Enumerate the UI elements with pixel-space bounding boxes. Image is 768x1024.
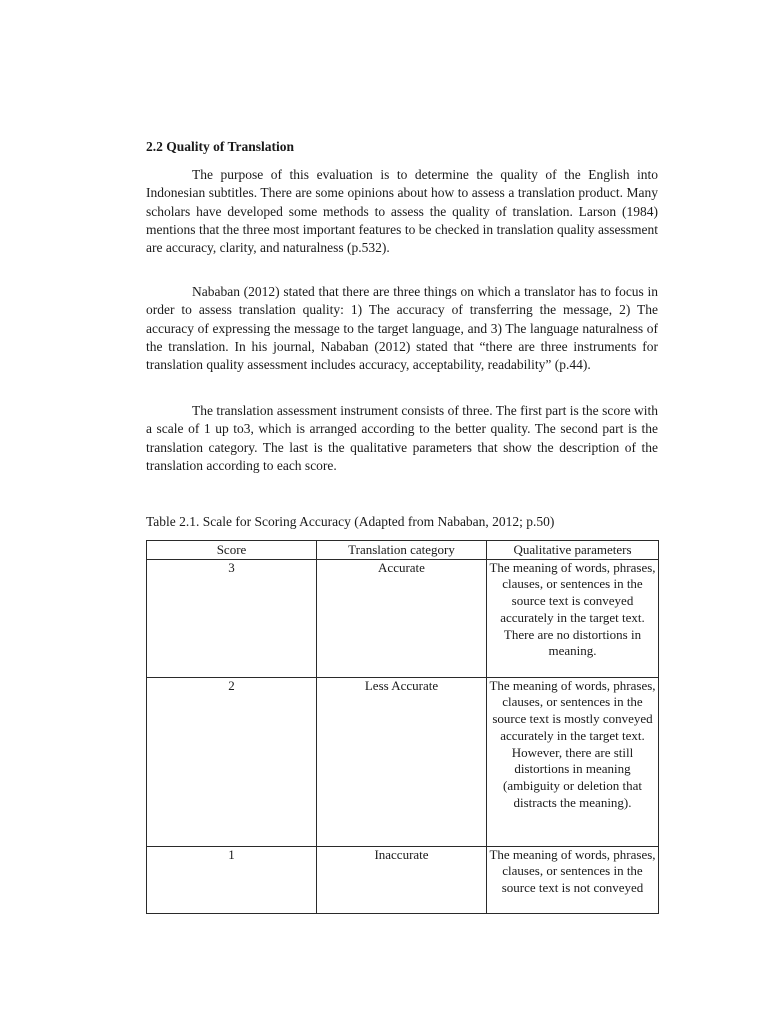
section-heading: 2.2 Quality of Translation <box>146 139 295 154</box>
parameter-cell: The meaning of words, phrases, clauses, or sentences in the source text is not conveyed <box>487 846 659 913</box>
header-translation-category: Translation category <box>317 541 487 560</box>
paragraph-3: The translation assessment instrument consists of three. The first part is the score with a scale of 1 up to3, which is arranged according to the better quality. The second part is the translation category. The last is the qualitative parameters that show the description of the translation according to each score. <box>146 403 658 473</box>
score-cell: 1 <box>147 846 317 913</box>
table-row <box>147 846 659 913</box>
header-qualitative-parameters: Qualitative parameters <box>487 541 659 560</box>
score-cell: 3 <box>147 559 317 677</box>
parameter-cell: The meaning of words, phrases, clauses, or sentences in the source text is conveyed accurately in the target text. There are no distortions in meaning. <box>487 559 659 677</box>
category-cell: Accurate <box>317 559 487 677</box>
category-cell: Less Accurate <box>317 677 487 846</box>
paragraph-2: Nababan (2012) stated that there are three things on which a translator has to focus in order to assess translation quality: 1) The accuracy of transferring the message, 2) The accuracy of expressing the message to the target language, and 3) The language naturalness of the translation. In his journal, Nababan (2012) stated that “there are three instruments for translation quality assessment includes accuracy, acceptability, readability” (p.44). <box>146 284 658 373</box>
category-cell: Inaccurate <box>317 846 487 913</box>
accuracy-scale-table <box>146 540 659 914</box>
header-score: Score <box>147 541 317 560</box>
parameter-cell: The meaning of words, phrases, clauses, or sentences in the source text is mostly conveyed accurately in the target text. However, there are still distortions in meaning (ambiguity or deletion that distracts the meaning). <box>487 677 659 846</box>
paragraph-1: The purpose of this evaluation is to determine the quality of the English into Indonesian subtitles. There are some opinions about how to assess a translation product. Many scholars have developed some methods to assess the quality of translation. Larson (1984) mentions that the three most important features to be checked in translation quality assessment are accuracy, clarity, and naturalness (p.532). <box>146 167 658 256</box>
table-row <box>147 677 659 846</box>
table-header-row <box>147 541 659 560</box>
score-cell: 2 <box>147 677 317 846</box>
table-caption: Table 2.1. Scale for Scoring Accuracy (Adapted from Nababan, 2012; p.50) <box>146 514 555 529</box>
table-row <box>147 559 659 677</box>
